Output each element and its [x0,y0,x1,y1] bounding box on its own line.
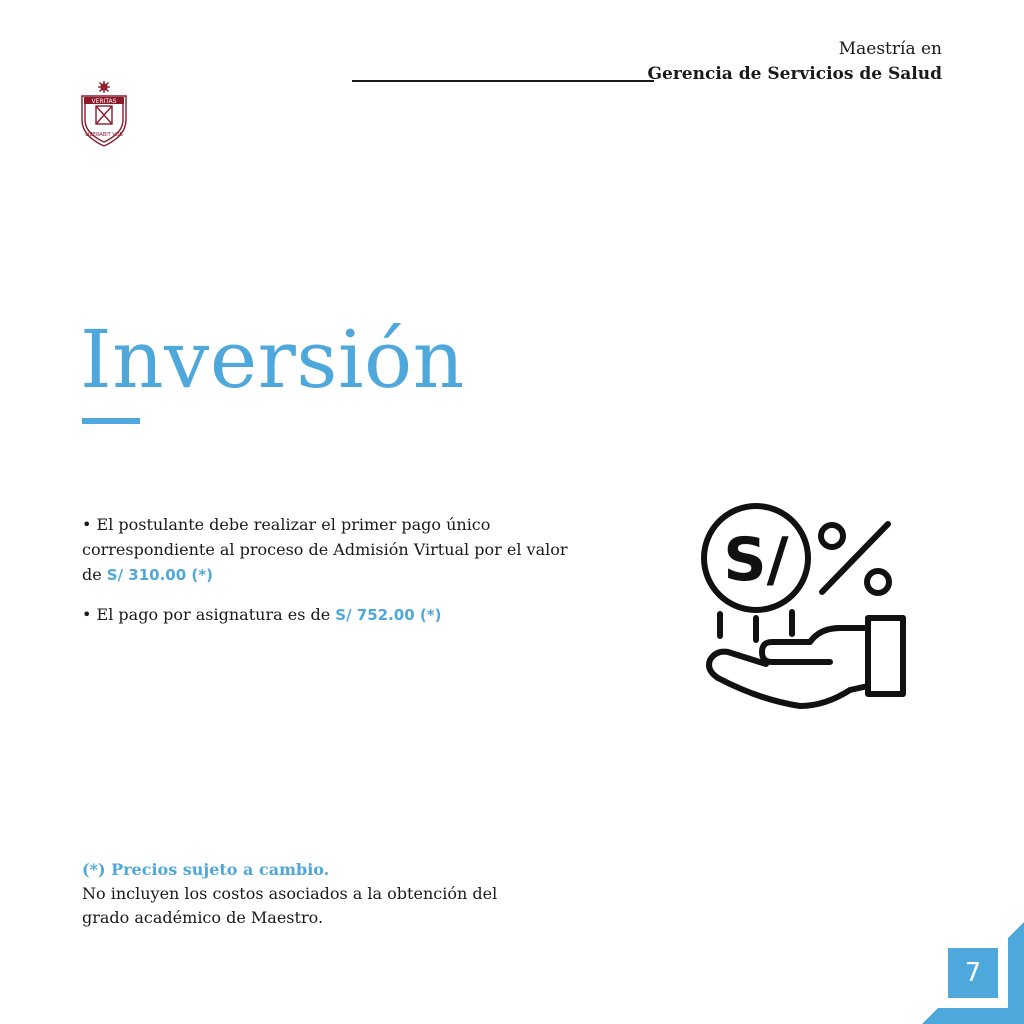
bullet-amount: S/ 752.00 (*) [335,606,442,624]
bullet-text: El postulante debe realizar el primer pago único correspondiente al proceso de Admisión Virtual por el valor de [82,515,568,584]
coin-label: S/ [723,525,789,595]
bullet-amount: S/ 310.00 (*) [106,566,213,584]
program-prefix: Maestría en [838,39,942,59]
page-number: 7 [948,948,998,998]
page-title: Inversión [80,313,465,406]
footnote [82,858,542,930]
bullet-list [82,512,582,642]
footnote-text: No incluyen los costos asociados a la obtención del grado académico de Maestro. [82,884,498,927]
crest-motto-top: VERITAS [91,98,117,105]
bullet-text: El pago por asignatura es de [96,605,336,624]
university-crest-logo [80,80,128,148]
bullet-item-admission [82,512,582,588]
header-rule [352,80,654,82]
footnote-title: (*) Precios sujeto a cambio. [82,860,330,879]
title-underline [82,418,140,424]
bullet-dot: • [82,605,97,624]
hand-coin-percent-icon [700,500,910,712]
bullet-dot: • [82,515,97,534]
program-name: Gerencia de Servicios de Salud [647,64,942,84]
bullet-item-course [82,602,582,628]
crest-motto-bottom: LIBERABIT VOS [85,132,123,138]
